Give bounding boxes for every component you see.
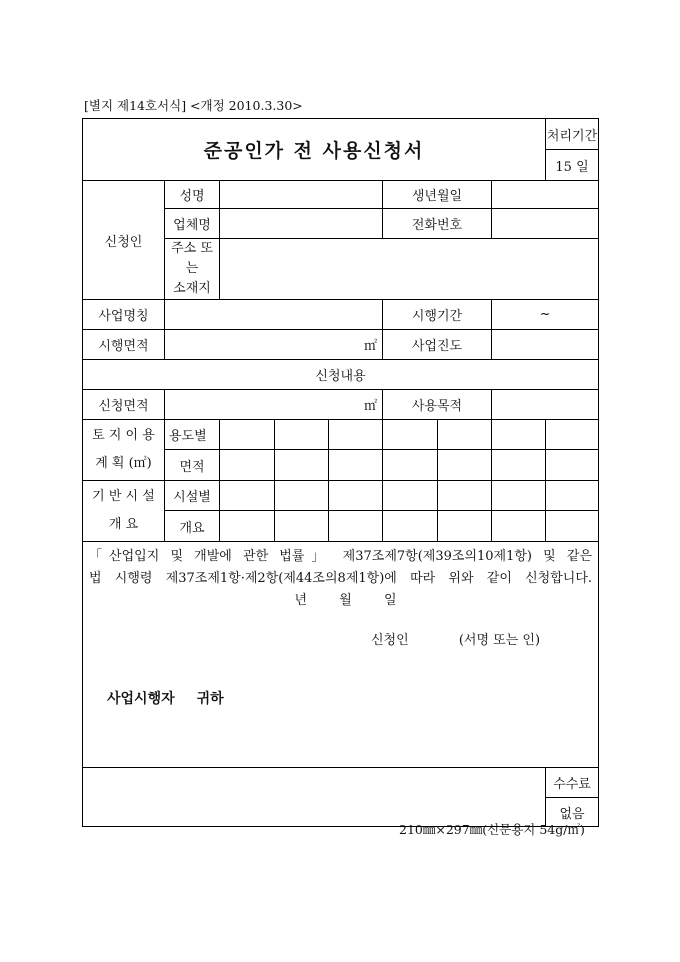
facility-summary-label: 개요 (165, 511, 220, 542)
facility-cell[interactable] (492, 481, 546, 511)
signature-placeholder[interactable]: (서명 또는 인) (458, 633, 541, 648)
usage-purpose-label: 사용목적 (383, 390, 492, 420)
request-area-field[interactable] (165, 390, 383, 420)
addressee-name: 사업시행자 (107, 691, 175, 707)
processing-period-value: 15 일 (546, 150, 599, 181)
company-label: 업체명 (165, 209, 220, 239)
applicant-sign-label: 신청인 (371, 633, 409, 648)
facility-cell[interactable] (383, 481, 438, 511)
infrastructure-label-line-2: 개 요 (108, 517, 139, 532)
request-area-label: 신청면적 (83, 390, 165, 420)
facility-cell[interactable] (329, 481, 383, 511)
project-name-field[interactable] (165, 300, 383, 330)
land-use-cell[interactable] (546, 420, 599, 450)
land-use-label-line-1: 토 지 이 용 (92, 428, 155, 443)
form-number: [별지 제14호서식] <개정 2010.3.30> (84, 98, 303, 113)
land-use-area-cell[interactable] (220, 450, 275, 481)
addressee (89, 688, 592, 710)
project-area-field[interactable] (165, 330, 383, 360)
project-area-label: 시행면적 (83, 330, 165, 360)
fee-blank-area (83, 768, 546, 827)
declaration-block (83, 542, 599, 768)
land-use-cell[interactable] (438, 420, 492, 450)
signature-line (89, 630, 592, 652)
project-progress-field[interactable] (492, 330, 599, 360)
applicant-section-label: 신청인 (83, 181, 165, 300)
facility-summary-cell[interactable] (329, 511, 383, 542)
land-use-cell[interactable] (492, 420, 546, 450)
land-use-label (83, 420, 165, 481)
facility-summary-cell[interactable] (492, 511, 546, 542)
facility-cell[interactable] (546, 481, 599, 511)
birth-date-field[interactable] (492, 181, 599, 209)
birth-date-label: 생년월일 (383, 181, 492, 209)
form-title: 준공인가 전 사용신청서 (83, 119, 546, 181)
land-use-cell[interactable] (220, 420, 275, 450)
infrastructure-label-line-1: 기 반 시 설 (92, 489, 155, 504)
paper-spec: 210㎜×297㎜(신문용지 54g/㎡) (399, 822, 585, 837)
facility-summary-cell[interactable] (275, 511, 329, 542)
land-use-cell[interactable] (275, 420, 329, 450)
land-use-cell[interactable] (383, 420, 438, 450)
company-field[interactable] (220, 209, 383, 239)
address-label-line-2: 소재지 (173, 281, 211, 296)
request-area-unit: ㎡ (363, 399, 377, 414)
address-label (165, 239, 220, 300)
name-field[interactable] (220, 181, 383, 209)
address-field[interactable] (220, 239, 599, 300)
address-label-line-1: 주소 또는 (171, 241, 213, 276)
phone-field[interactable] (492, 209, 599, 239)
land-use-label-line-2: 계 획 (㎡) (95, 456, 152, 471)
facility-summary-cell[interactable] (220, 511, 275, 542)
processing-period-label: 처리기간 (546, 119, 599, 150)
declaration-line-2: 법 시행령 제37조제1항·제2항(제44조의8제1항)에 따라 위와 같이 신청합니다. (89, 571, 593, 586)
facility-summary-cell[interactable] (438, 511, 492, 542)
facility-summary-cell[interactable] (546, 511, 599, 542)
period-separator: ~ (539, 307, 551, 322)
land-use-area-cell[interactable] (438, 450, 492, 481)
project-period-field[interactable] (492, 300, 599, 330)
fee-value: 없음 (546, 798, 599, 827)
land-use-area-cell[interactable] (546, 450, 599, 481)
land-use-area-cell[interactable] (383, 450, 438, 481)
year-label: 년 (294, 593, 308, 608)
land-use-by-purpose-label: 용도별 (165, 420, 220, 450)
facility-cell[interactable] (438, 481, 492, 511)
land-use-area-cell[interactable] (329, 450, 383, 481)
day-label: 일 (383, 593, 397, 608)
month-label: 월 (339, 593, 352, 608)
declaration-line-1: 「산업입지 및 개발에 관한 법률」 제37조제7항(제39조의10제1항) 및 같은 (89, 549, 593, 564)
usage-purpose-field[interactable] (492, 390, 599, 420)
land-use-area-cell[interactable] (275, 450, 329, 481)
facility-cell[interactable] (275, 481, 329, 511)
project-progress-label: 사업진도 (383, 330, 492, 360)
infrastructure-label (83, 481, 165, 542)
addressee-honorific: 귀하 (196, 691, 224, 707)
application-form (82, 118, 599, 827)
land-use-area-cell[interactable] (492, 450, 546, 481)
land-use-area-label: 면적 (165, 450, 220, 481)
name-label: 성명 (165, 181, 220, 209)
facility-cell[interactable] (220, 481, 275, 511)
facility-summary-cell[interactable] (383, 511, 438, 542)
project-period-label: 시행기간 (383, 300, 492, 330)
land-use-cell[interactable] (329, 420, 383, 450)
request-section-label: 신청내용 (83, 360, 599, 390)
fee-label: 수수료 (546, 768, 599, 798)
date-line (89, 590, 592, 612)
phone-label: 전화번호 (383, 209, 492, 239)
facility-type-label: 시설별 (165, 481, 220, 511)
project-area-unit: ㎡ (363, 339, 377, 354)
project-name-label: 사업명칭 (83, 300, 165, 330)
